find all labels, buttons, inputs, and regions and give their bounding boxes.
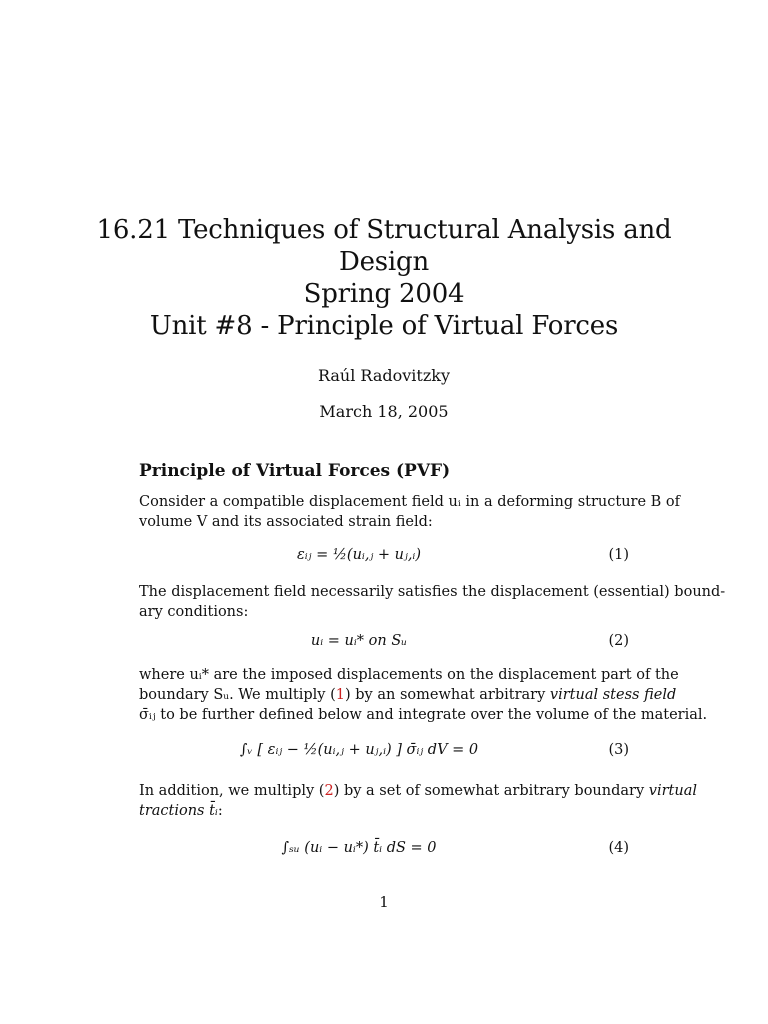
author-name: Raúl Radovitzky [317,366,451,385]
equation-expression: ∫ᵥ [ εᵢⱼ − ½(uᵢ,ⱼ + uⱼ,ᵢ) ] σ̄ᵢⱼ dV = 0 [239,742,479,758]
equation-number: (2) [608,633,629,649]
paragraph-line: σ̄ᵢⱼ to be further defined below and integrate over the volume of the material. [139,707,708,723]
title-line: Design [338,247,430,277]
equation-1 [139,538,629,578]
text-run: : [217,803,223,819]
paragraph-1 [139,492,681,532]
equation-expression: uᵢ = uᵢ* on Sᵤ [310,633,408,649]
equation-expression: ∫ₛᵤ (uᵢ − uᵢ*) t̄ᵢ dS = 0 [281,840,437,856]
equation-number: (3) [608,742,629,758]
text-run: In addition, we multiply ( [139,783,325,799]
section-heading: Principle of Virtual Forces (PVF) [139,461,451,481]
equation-4 [139,834,629,870]
paragraph-line: ary conditions: [139,604,249,620]
document-date: March 18, 2005 [319,402,449,421]
equation-expression: εᵢⱼ = ½(uᵢ,ⱼ + uⱼ,ᵢ) [296,547,422,563]
paragraph-line: Consider a compatible displacement field uᵢ in a deforming structure B of [139,494,681,510]
equation-3 [139,735,629,775]
emphasized-term: virtual [648,783,697,799]
title-line: 16.21 Techniques of Structural Analysis and [96,215,672,245]
paragraph-line: where uᵢ* are the imposed displacements on the displacement part of the [139,667,679,683]
paragraph-3 [139,665,708,725]
equation-reference-link[interactable]: 1 [335,687,345,703]
text-run: ) by an somewhat arbitrary [345,687,550,703]
title-line: Spring 2004 [303,279,465,309]
paragraph-line [139,781,697,801]
text-run: ) by a set of somewhat arbitrary boundary [333,783,649,799]
paragraph-2 [139,582,726,622]
equation-number: (4) [608,840,629,856]
emphasized-term: tractions t̄ᵢ [139,803,218,819]
equation-2 [139,633,629,655]
title-line: Unit #8 - Principle of Virtual Forces [149,311,619,341]
text-run: boundary Sᵤ. We multiply ( [139,687,336,703]
emphasized-term: virtual stess field [549,687,677,703]
paragraph-line [139,685,677,705]
equation-number: (1) [608,547,629,563]
paragraph-4 [139,781,697,821]
paragraph-line: The displacement field necessarily satisfies the displacement (essential) bound- [139,584,726,600]
page-number: 1 [379,893,389,911]
equation-reference-link[interactable]: 2 [324,783,334,799]
paragraph-line [139,801,629,821]
document-title [0,214,768,342]
paragraph-line: volume V and its associated strain field: [139,514,433,530]
